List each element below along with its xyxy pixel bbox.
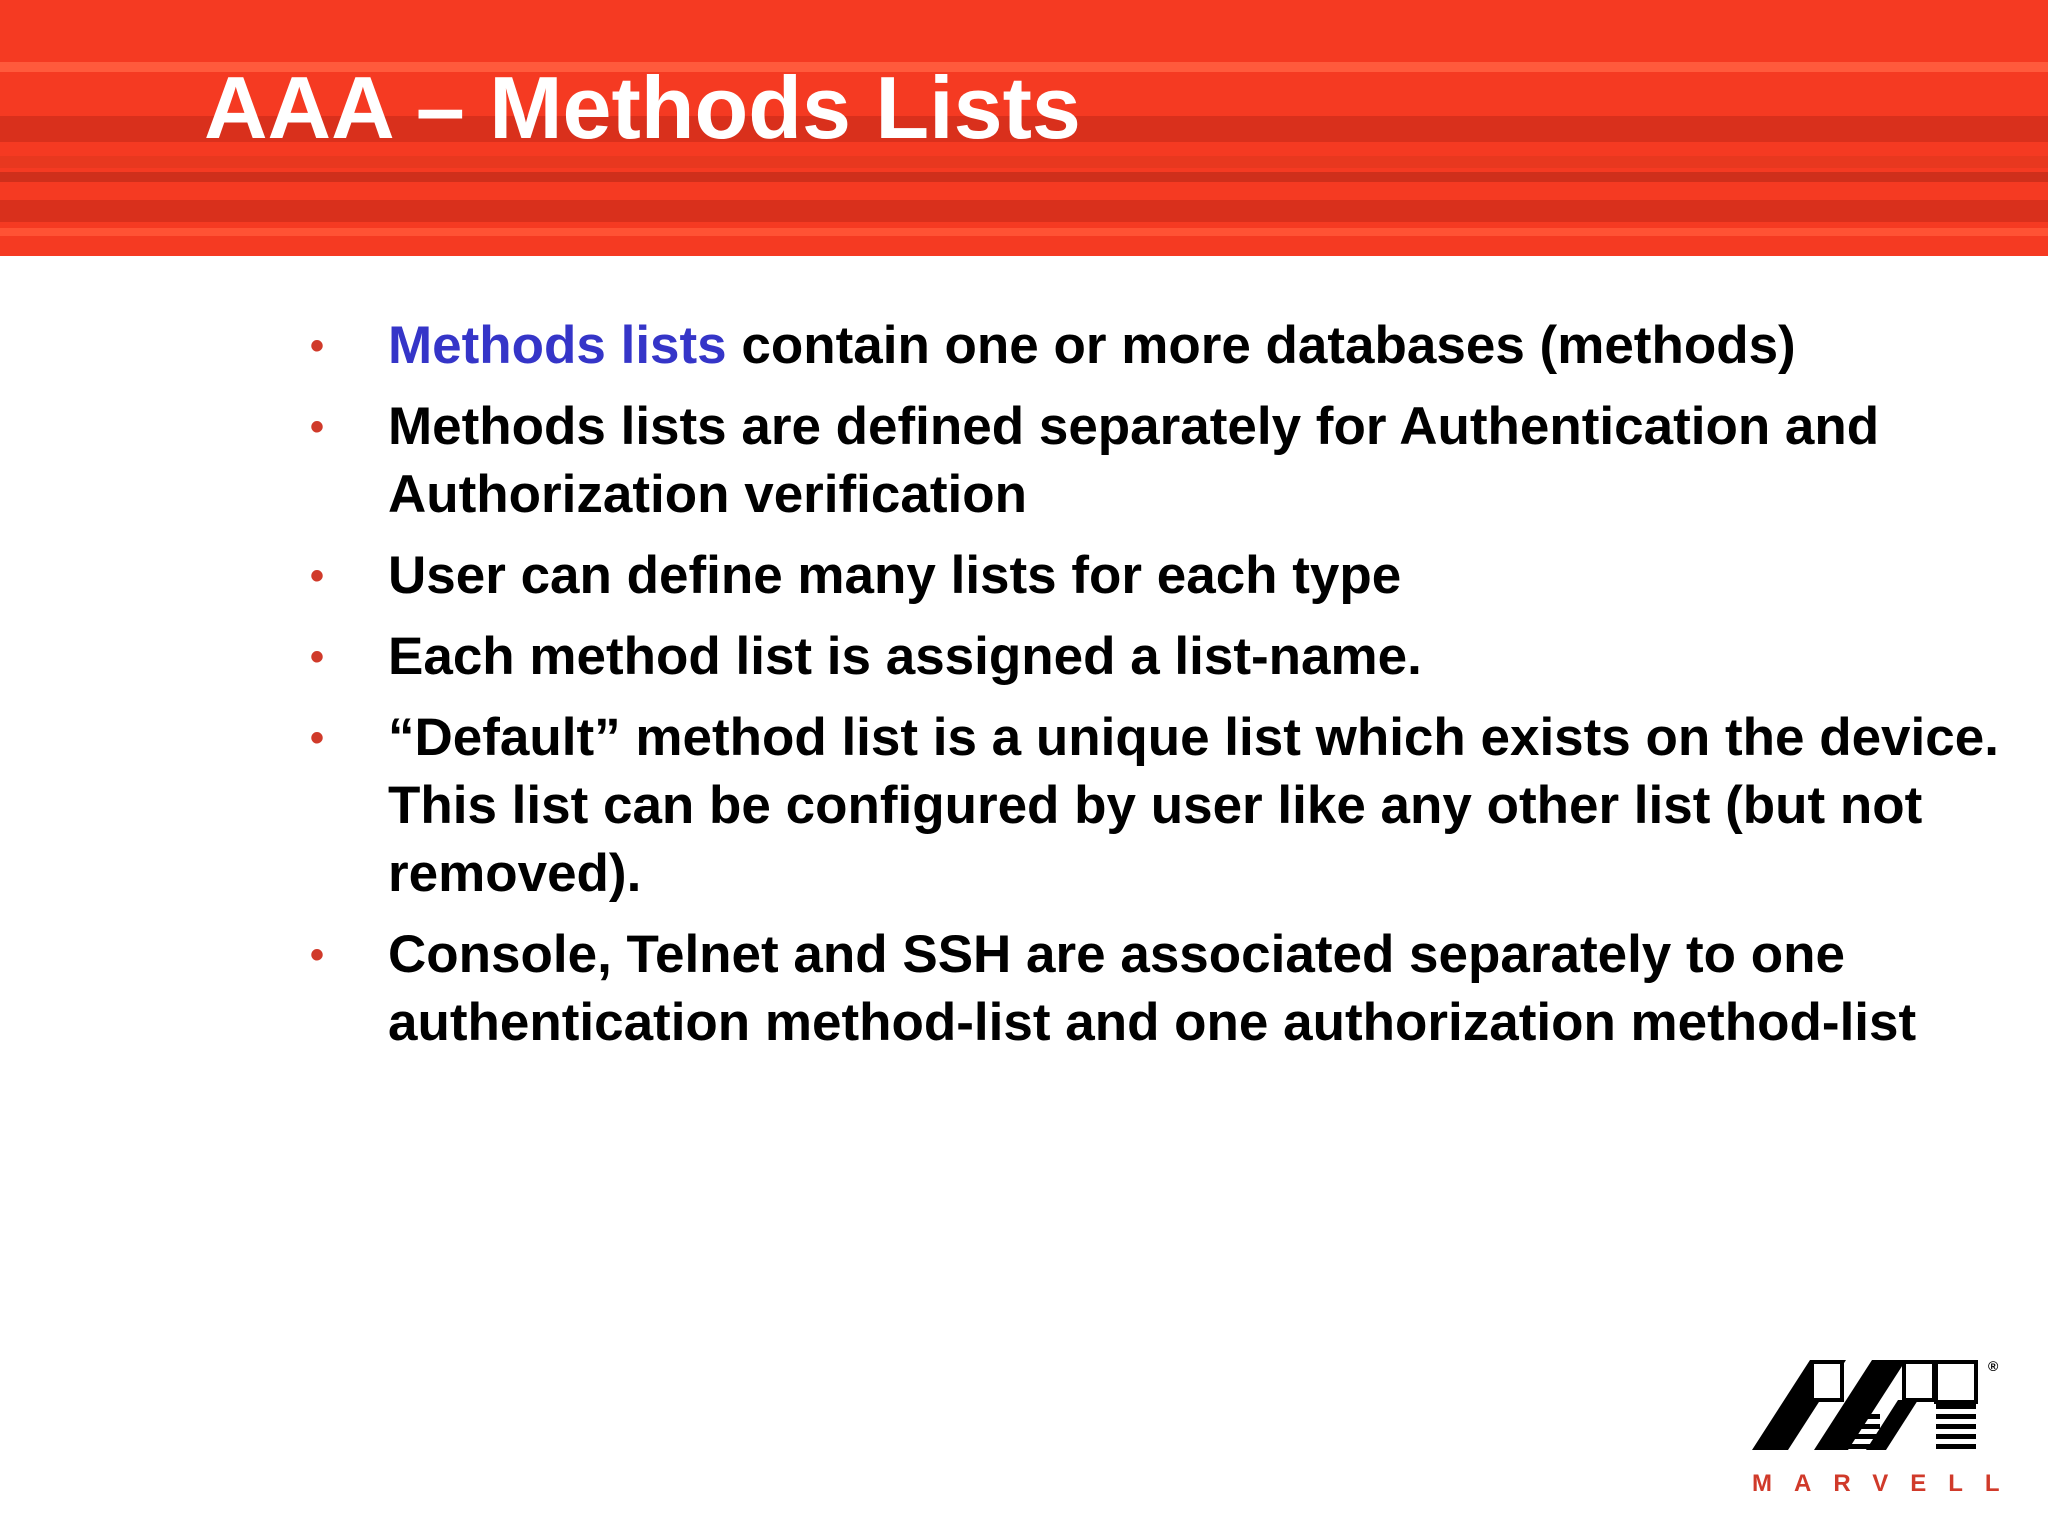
banner-stripe: [0, 200, 2048, 222]
bullet-text: “Default” method list is a unique list which exists on the device. This list can be configured by user like any other list (but not removed).: [388, 708, 1999, 903]
bullet-item: [0, 542, 2048, 610]
bullet-item: [0, 921, 2048, 1057]
registered-mark: ®: [1988, 1358, 1999, 1374]
bullet-item: [0, 393, 2048, 529]
marvell-logo: [1748, 1356, 2022, 1497]
banner-stripe: [0, 228, 2048, 236]
bullet-icon: •: [310, 554, 325, 598]
bullet-item: [0, 704, 2048, 908]
bullet-text: User can define many lists for each type: [388, 546, 1402, 605]
bullet-icon: •: [310, 716, 325, 760]
bullet-icon: •: [310, 405, 325, 449]
bullet-icon: •: [310, 635, 325, 679]
bullet-item: [0, 312, 2048, 380]
bullet-text: Each method list is assigned a list-name.: [388, 627, 1422, 686]
marvell-logo-mark-icon: [1748, 1356, 2008, 1468]
bullet-icon: •: [310, 324, 325, 368]
slide-title: AAA – Methods Lists: [204, 58, 1081, 157]
bullet-icon: •: [310, 933, 325, 977]
bullet-text: Console, Telnet and SSH are associated separately to one authentication method-list and one authorization method-list: [388, 925, 1917, 1052]
banner-stripe: [0, 172, 2048, 182]
title-banner: [0, 0, 2048, 256]
bullet-text: contain one or more databases (methods): [726, 316, 1796, 375]
bullet-text: Methods lists are defined separately for Authentication and Authorization verification: [388, 397, 1880, 524]
bullet-item: [0, 623, 2048, 691]
bullet-list: [0, 312, 2048, 1070]
logo-wordmark: MARVELL: [1752, 1470, 2022, 1497]
highlighted-term: Methods lists: [388, 316, 727, 375]
